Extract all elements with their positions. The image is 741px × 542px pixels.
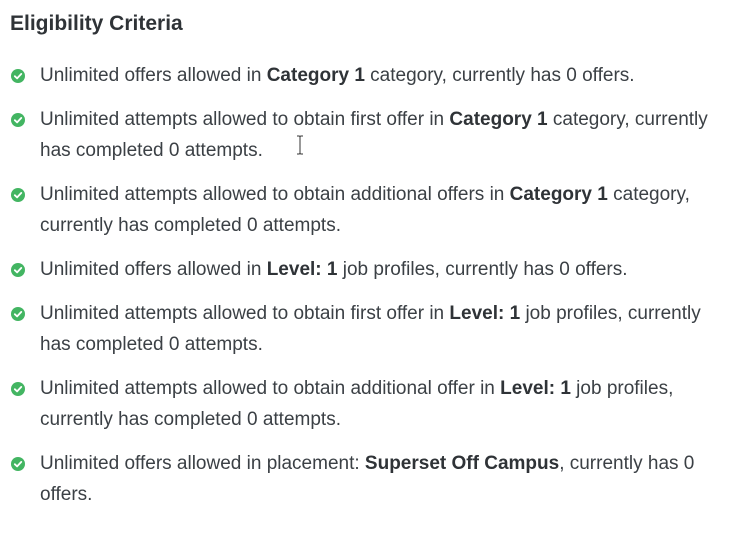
check-circle-icon [11, 307, 25, 321]
criteria-text: category, currently has completed 0 attempts. [40, 184, 690, 236]
text-cursor-icon [296, 135, 304, 155]
criteria-highlight: Category 1 [449, 109, 548, 130]
check-circle-icon [11, 457, 25, 471]
section-title: Eligibility Criteria [10, 12, 183, 35]
check-circle-icon [11, 69, 25, 83]
check-circle-icon [11, 113, 25, 127]
criteria-text: category, currently has completed 0 attempts. [40, 109, 708, 161]
check-circle-icon [11, 382, 25, 396]
criteria-highlight: Category 1 [509, 184, 608, 205]
criteria-highlight: Category 1 [266, 65, 365, 86]
criteria-text: Unlimited attempts allowed to obtain first offer in [40, 109, 450, 130]
criteria-item [10, 254, 720, 285]
check-circle-icon [11, 263, 25, 277]
criteria-highlight: Level: 1 [500, 378, 571, 399]
criteria-text: job profiles, currently has completed 0 attempts. [40, 303, 701, 355]
criteria-list [10, 60, 741, 510]
criteria-text: job profiles, currently has 0 offers. [337, 259, 628, 280]
criteria-text: category, currently has 0 offers. [364, 65, 635, 86]
criteria-highlight: Level: 1 [266, 259, 338, 280]
criteria-item [10, 373, 720, 435]
criteria-item [10, 448, 720, 510]
criteria-text: , currently has 0 offers. [40, 453, 695, 505]
criteria-text: Unlimited attempts allowed to obtain additional offers in [40, 184, 510, 205]
check-circle-icon [11, 188, 25, 202]
criteria-highlight: Level: 1 [449, 303, 521, 324]
criteria-text: Unlimited attempts allowed to obtain additional offer in [40, 378, 501, 399]
criteria-text: Unlimited offers allowed in placement: [40, 453, 365, 474]
criteria-text: Unlimited attempts allowed to obtain first offer in [40, 303, 450, 324]
criteria-text: Unlimited offers allowed in [40, 259, 267, 280]
criteria-text: Unlimited offers allowed in [40, 65, 267, 86]
criteria-item [10, 60, 720, 91]
criteria-item [10, 179, 720, 241]
criteria-highlight: Superset Off Campus [364, 453, 560, 474]
criteria-item [10, 104, 720, 166]
criteria-text: job profiles, currently has completed 0 attempts. [40, 378, 674, 430]
criteria-item [10, 298, 720, 360]
